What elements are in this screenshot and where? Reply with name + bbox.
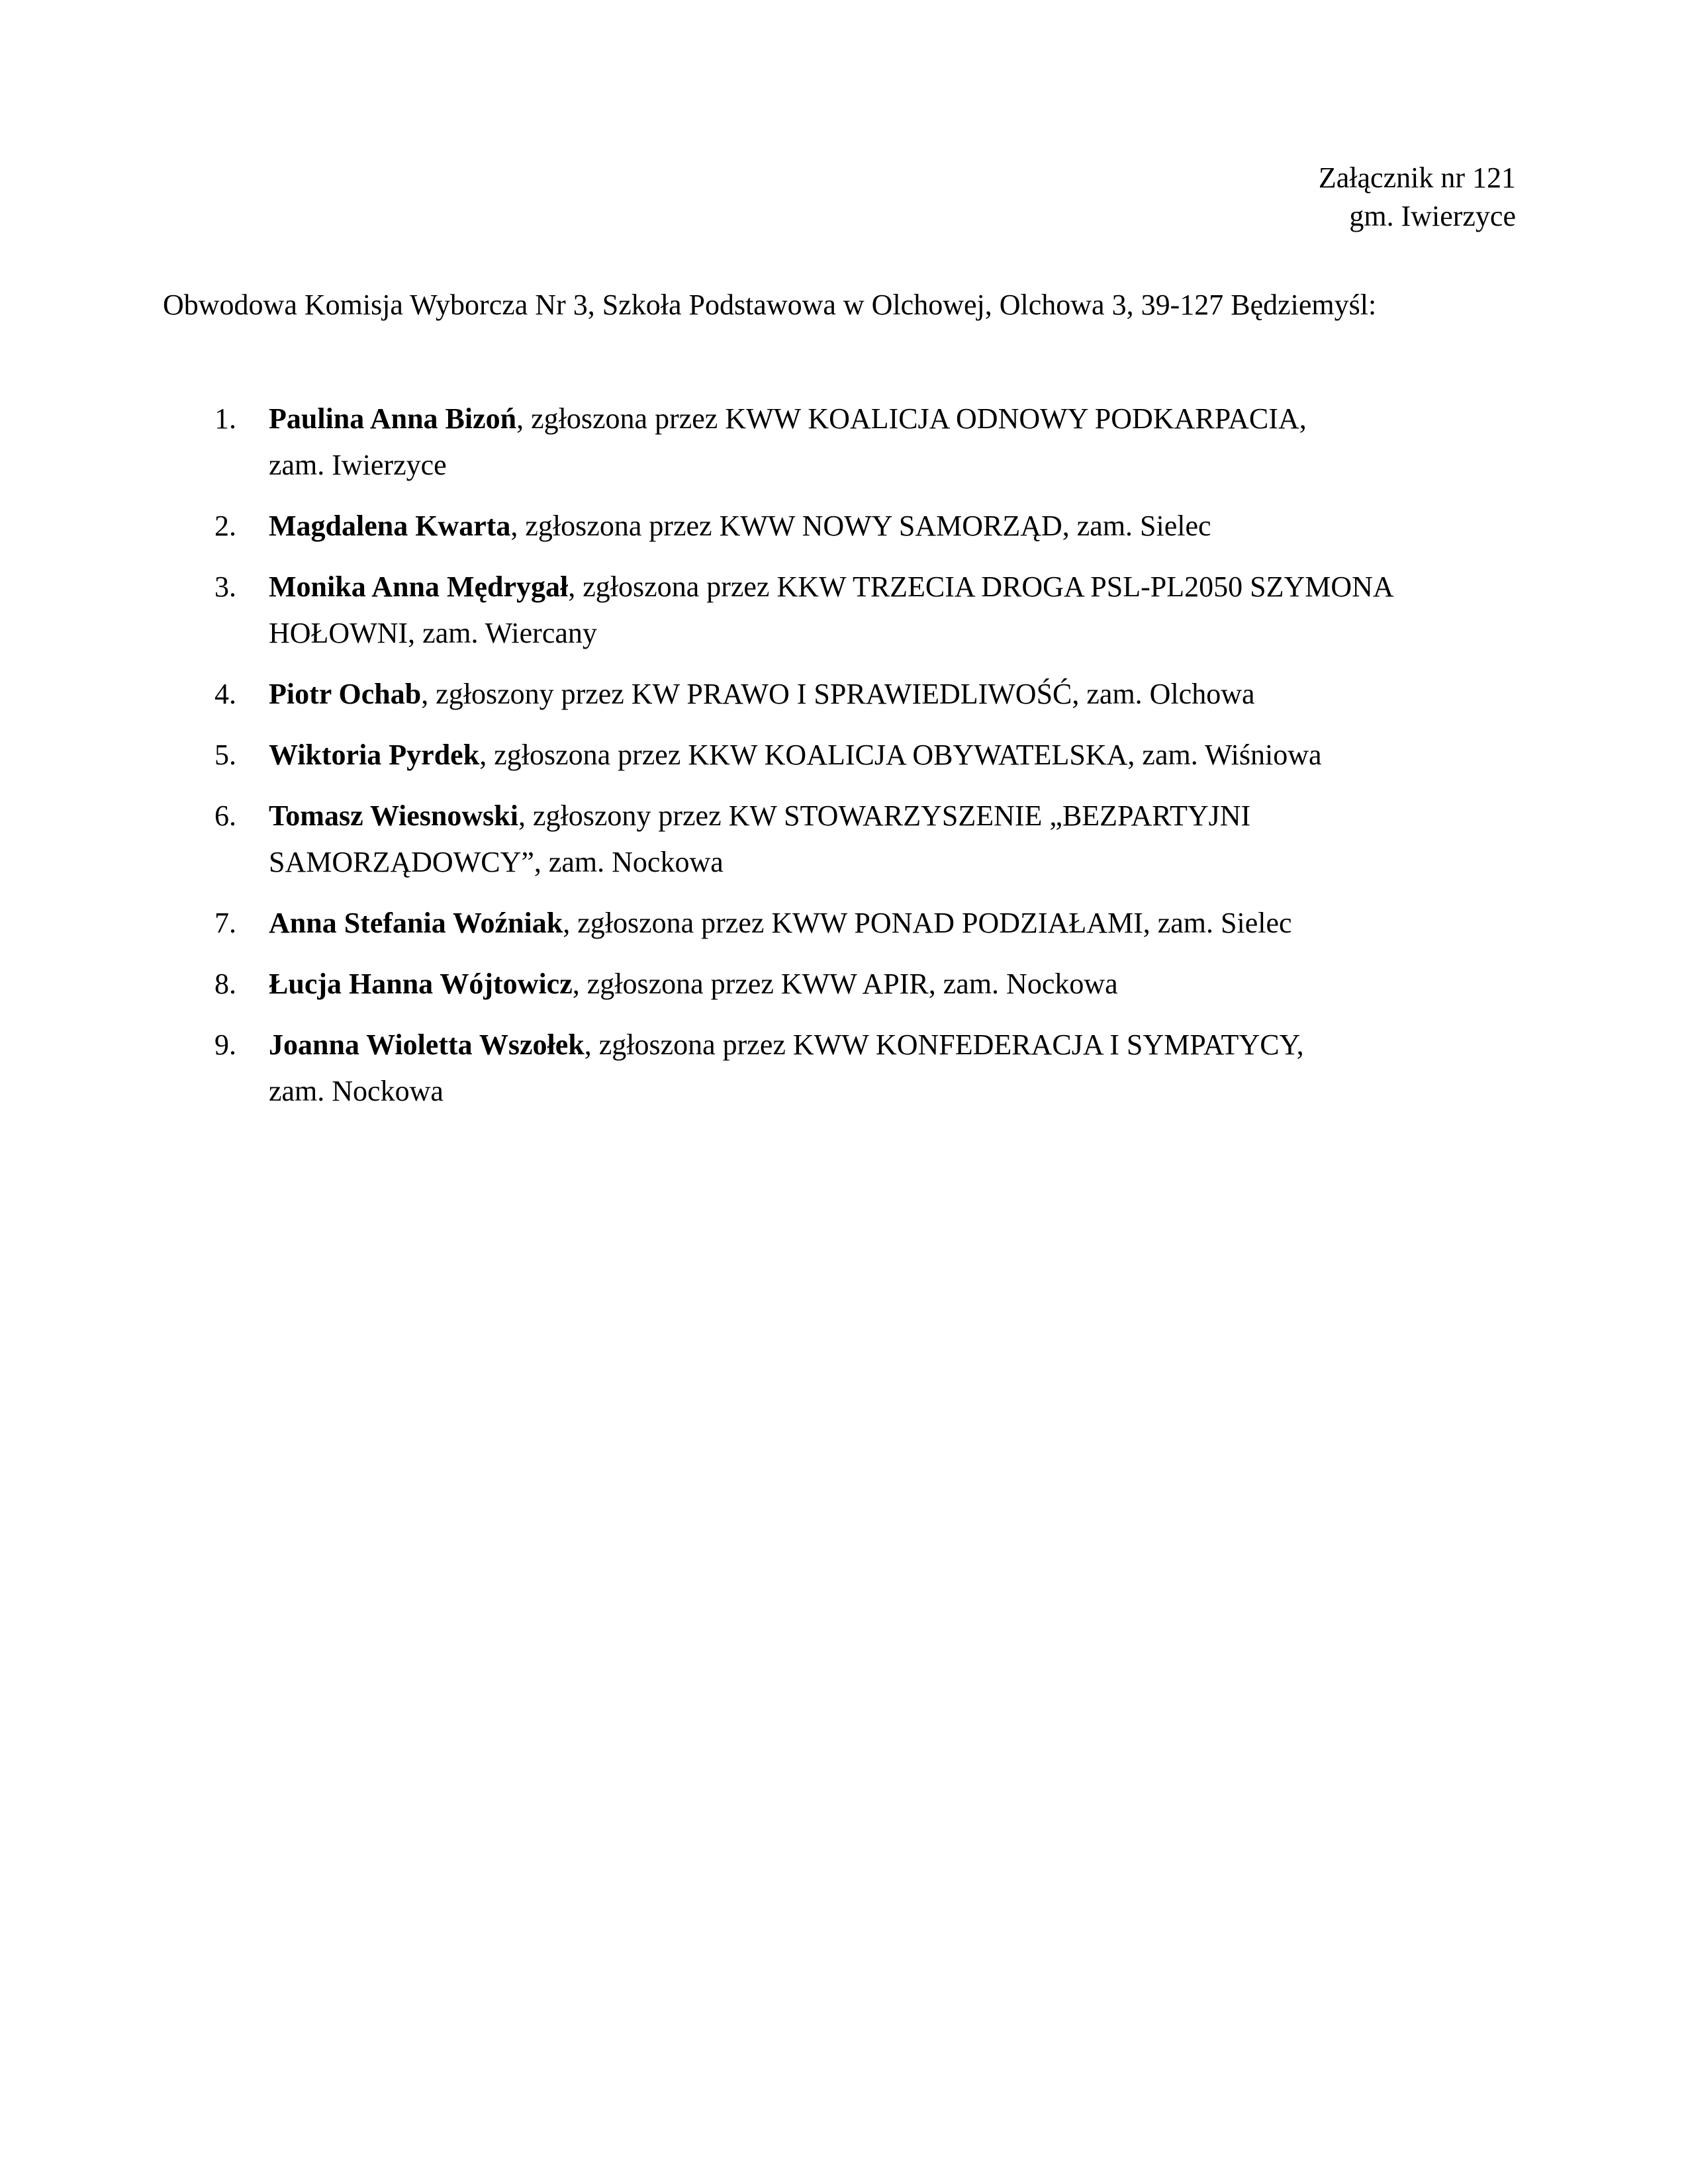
member-list	[163, 396, 1520, 1129]
member-details: , zgłoszona przez KKW KOALICJA OBYWATELSKA, zam. Wiśniowa	[479, 739, 1322, 771]
list-item	[163, 961, 1526, 1007]
list-item	[163, 503, 1526, 549]
member-details: , zgłoszona przez KWW KONFEDERACJA I SYMPATYCY,	[584, 1028, 1304, 1061]
item-number: 5.	[214, 739, 236, 771]
item-number: 4.	[214, 678, 236, 710]
member-details: , zgłoszona przez KWW KOALICJA ODNOWY PODKARPACIA,	[516, 402, 1307, 435]
member-name: Magdalena Kwarta	[269, 510, 511, 542]
member-details-continued: SAMORZĄDOWCY”, zam. Nockowa	[269, 846, 724, 878]
member-name: Anna Stefania Woźniak	[269, 907, 563, 939]
member-name: Monika Anna Mędrygał	[269, 570, 569, 603]
member-details: , zgłoszona przez KWW NOWY SAMORZĄD, zam. Sielec	[510, 510, 1211, 542]
item-number: 7.	[214, 907, 236, 939]
item-number: 9.	[214, 1028, 236, 1061]
list-item	[163, 900, 1526, 946]
commission-heading: Obwodowa Komisja Wyborcza Nr 3, Szkoła Podstawowa w Olchowej, Olchowa 3, 39-127 Będziemyśl:	[163, 289, 1377, 321]
member-details-continued: zam. Iwierzyce	[269, 449, 447, 481]
item-number: 6.	[214, 799, 236, 832]
member-details-continued: HOŁOWNI, zam. Wiercany	[269, 617, 597, 649]
member-details: , zgłoszona przez KKW TRZECIA DROGA PSL-PL2050 SZYMONA	[568, 570, 1394, 603]
member-name: Piotr Ochab	[269, 678, 422, 710]
member-details-continued: zam. Nockowa	[269, 1075, 444, 1107]
member-details: , zgłoszony przez KW PRAWO I SPRAWIEDLIWOŚĆ, zam. Olchowa	[421, 678, 1255, 710]
attachment-header	[1319, 159, 1516, 236]
member-name: Tomasz Wiesnowski	[269, 799, 518, 832]
list-item	[163, 732, 1526, 778]
member-name: Wiktoria Pyrdek	[269, 739, 480, 771]
list-item	[163, 564, 1526, 657]
list-item	[163, 396, 1526, 488]
item-number: 3.	[214, 570, 236, 603]
member-details: , zgłoszony przez KW STOWARZYSZENIE „BEZPARTYJNI	[518, 799, 1251, 832]
item-number: 1.	[214, 402, 236, 435]
member-name: Joanna Wioletta Wszołek	[269, 1028, 585, 1061]
member-details: , zgłoszona przez KWW PONAD PODZIAŁAMI, zam. Sielec	[563, 907, 1292, 939]
member-details: , zgłoszona przez KWW APIR, zam. Nockowa	[572, 968, 1118, 1000]
member-name: Paulina Anna Bizoń	[269, 402, 517, 435]
attachment-number: Załącznik nr 121	[1318, 161, 1516, 194]
member-name: Łucja Hanna Wójtowicz	[269, 968, 573, 1000]
item-number: 8.	[214, 968, 236, 1000]
item-number: 2.	[214, 510, 236, 542]
municipality-name: gm. Iwierzyce	[1349, 200, 1516, 232]
list-item	[163, 793, 1526, 886]
list-item	[163, 671, 1526, 717]
list-item	[163, 1022, 1526, 1115]
